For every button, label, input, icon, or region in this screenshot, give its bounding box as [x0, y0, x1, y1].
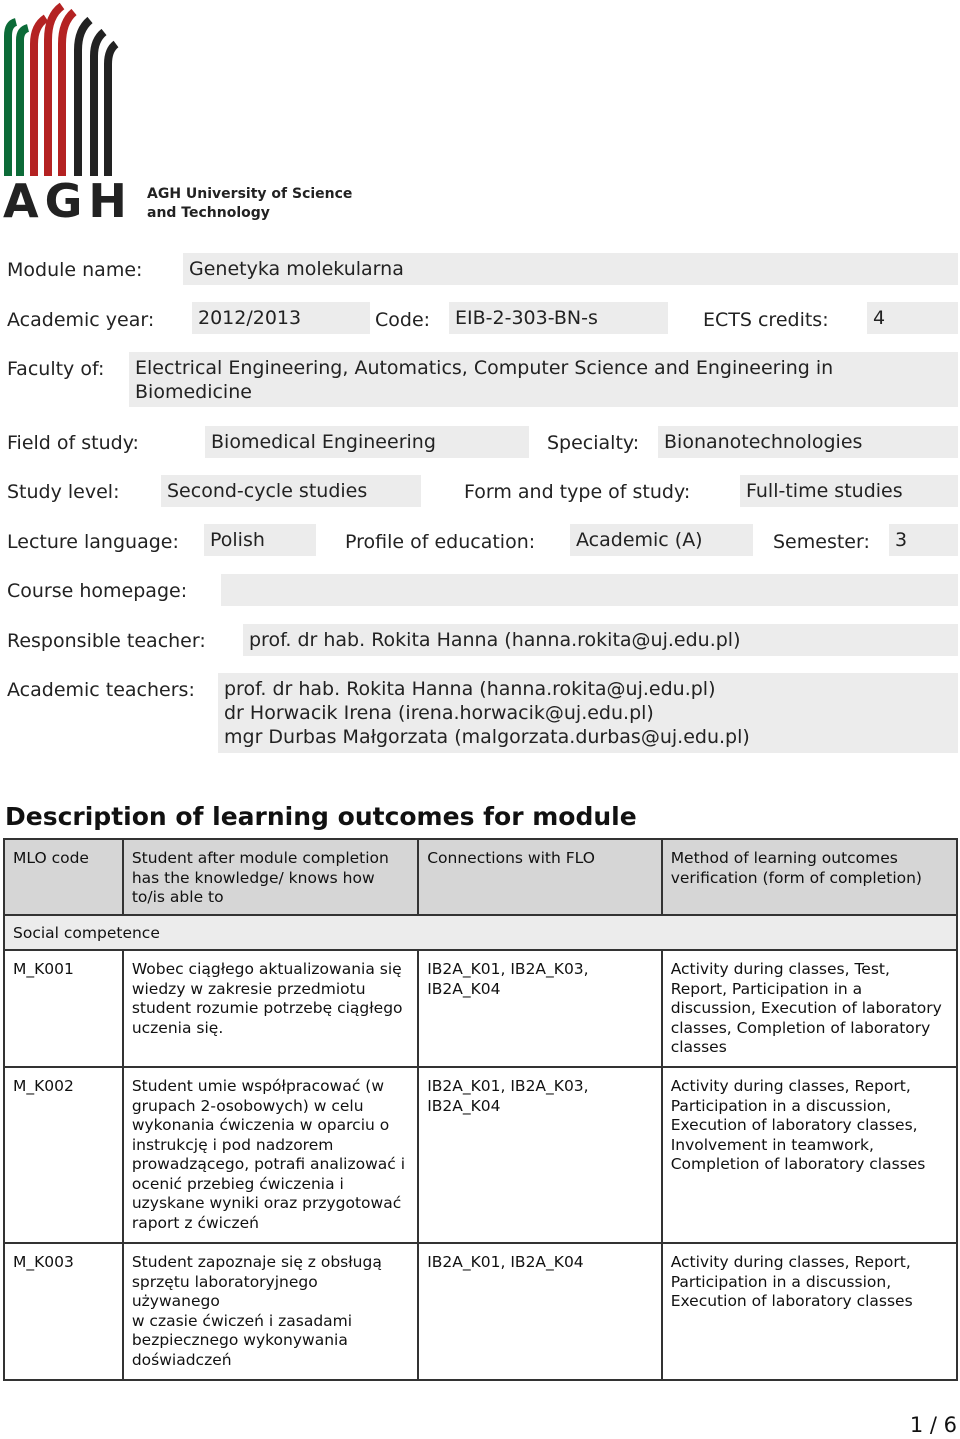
section-social-competence: Social competence [4, 915, 957, 951]
lecture-language-value: Polish [204, 524, 316, 556]
profile-label: Profile of education: [345, 531, 536, 553]
academic-year-label: Academic year: [7, 309, 155, 331]
mlo-code-cell: M_K003 [4, 1243, 123, 1380]
agh-wordmark: AGH [3, 174, 133, 228]
section-title: Description of learning outcomes for module [5, 802, 637, 831]
field-of-study-value: Biomedical Engineering [205, 426, 529, 458]
flo-cell: IB2A_K01, IB2A_K04 [418, 1243, 661, 1380]
module-name-value: Genetyka molekularna [183, 253, 958, 285]
flo-cell: IB2A_K01, IB2A_K03, IB2A_K04 [418, 950, 661, 1067]
method-cell: Activity during classes, Test, Report, Participation in a discussion, Execution of laboratory classes, Completion of laboratory classes [662, 950, 957, 1067]
section-row [4, 915, 957, 951]
outcome-description-cell: Wobec ciągłego aktualizowania się wiedzy w zakresie przedmiotu student rozumie potrzebę ciągłego uczenia się. [123, 950, 418, 1067]
mlo-code-cell: M_K001 [4, 950, 123, 1067]
course-homepage-value [221, 574, 958, 606]
semester-label: Semester: [773, 531, 870, 553]
table-header-row [4, 839, 957, 915]
learning-outcomes-table [3, 838, 958, 1381]
mlo-code-cell: M_K002 [4, 1067, 123, 1243]
flo-cell: IB2A_K01, IB2A_K03, IB2A_K04 [418, 1067, 661, 1243]
page-number: 1 / 6 [909, 1413, 957, 1437]
academic-teacher: dr Horwacik Irena (irena.horwacik@uj.edu.pl) [224, 702, 654, 724]
agh-stripes-emblem [0, 0, 130, 180]
university-name-line1: AGH University of Science [147, 186, 353, 202]
lecture-language-label: Lecture language: [7, 531, 179, 553]
outcome-description-cell: Student umie współpracować (w grupach 2-osobowych) w celu wykonania ćwiczenia w oparciu o instrukcję i pod nadzorem prowadzącego, potrafi analizować i ocenić przebieg ćwiczenia i uzyskane wyniki oraz przygotować raport z ćwiczeń [123, 1067, 418, 1243]
faculty-label: Faculty of: [7, 358, 105, 380]
ects-label: ECTS credits: [703, 309, 829, 331]
code-label: Code: [375, 309, 431, 331]
specialty-value: Bionanotechnologies [658, 426, 958, 458]
field-of-study-label: Field of study: [7, 432, 139, 454]
academic-teacher: mgr Durbas Małgorzata (malgorzata.durbas@uj.edu.pl) [224, 726, 750, 748]
header-student-outcome: Student after module completion has the knowledge/ knows how to/is able to [123, 839, 418, 915]
academic-teacher: prof. dr hab. Rokita Hanna (hanna.rokita@uj.edu.pl) [224, 678, 716, 700]
form-of-study-label: Form and type of study: [464, 481, 691, 503]
header-verification-method: Method of learning outcomes verification (form of completion) [662, 839, 957, 915]
academic-year-value: 2012/2013 [192, 302, 370, 334]
semester-value: 3 [889, 524, 958, 556]
table-row [4, 1067, 957, 1243]
study-level-label: Study level: [7, 481, 120, 503]
header-flo-connections: Connections with FLO [418, 839, 661, 915]
ects-value: 4 [867, 302, 958, 334]
responsible-teacher-label: Responsible teacher: [7, 630, 206, 652]
module-name-label: Module name: [7, 259, 143, 281]
outcome-description-cell: Student zapoznaje się z obsługą sprzętu laboratoryjnego używanego w czasie ćwiczeń i zasadami bezpiecznego wykonywania doświadczeń [123, 1243, 418, 1380]
faculty-value: Electrical Engineering, Automatics, Computer Science and Engineering in Biomedicine [129, 352, 958, 407]
study-level-value: Second-cycle studies [161, 475, 421, 507]
form-of-study-value: Full-time studies [740, 475, 958, 507]
academic-teachers-list [218, 673, 958, 753]
specialty-label: Specialty: [547, 432, 640, 454]
university-name-line2: and Technology [147, 205, 270, 221]
code-value: EIB-2-303-BN-s [449, 302, 668, 334]
profile-value: Academic (A) [570, 524, 753, 556]
method-cell: Activity during classes, Report, Participation in a discussion, Execution of laboratory classes, Involvement in teamwork, Completion of laboratory classes [662, 1067, 957, 1243]
academic-teachers-label: Academic teachers: [7, 679, 195, 701]
responsible-teacher-value: prof. dr hab. Rokita Hanna (hanna.rokita@uj.edu.pl) [243, 624, 958, 656]
method-cell: Activity during classes, Report, Participation in a discussion, Execution of laboratory classes [662, 1243, 957, 1380]
course-homepage-label: Course homepage: [7, 580, 188, 602]
header-mlo-code: MLO code [4, 839, 123, 915]
table-row [4, 950, 957, 1067]
table-row [4, 1243, 957, 1380]
